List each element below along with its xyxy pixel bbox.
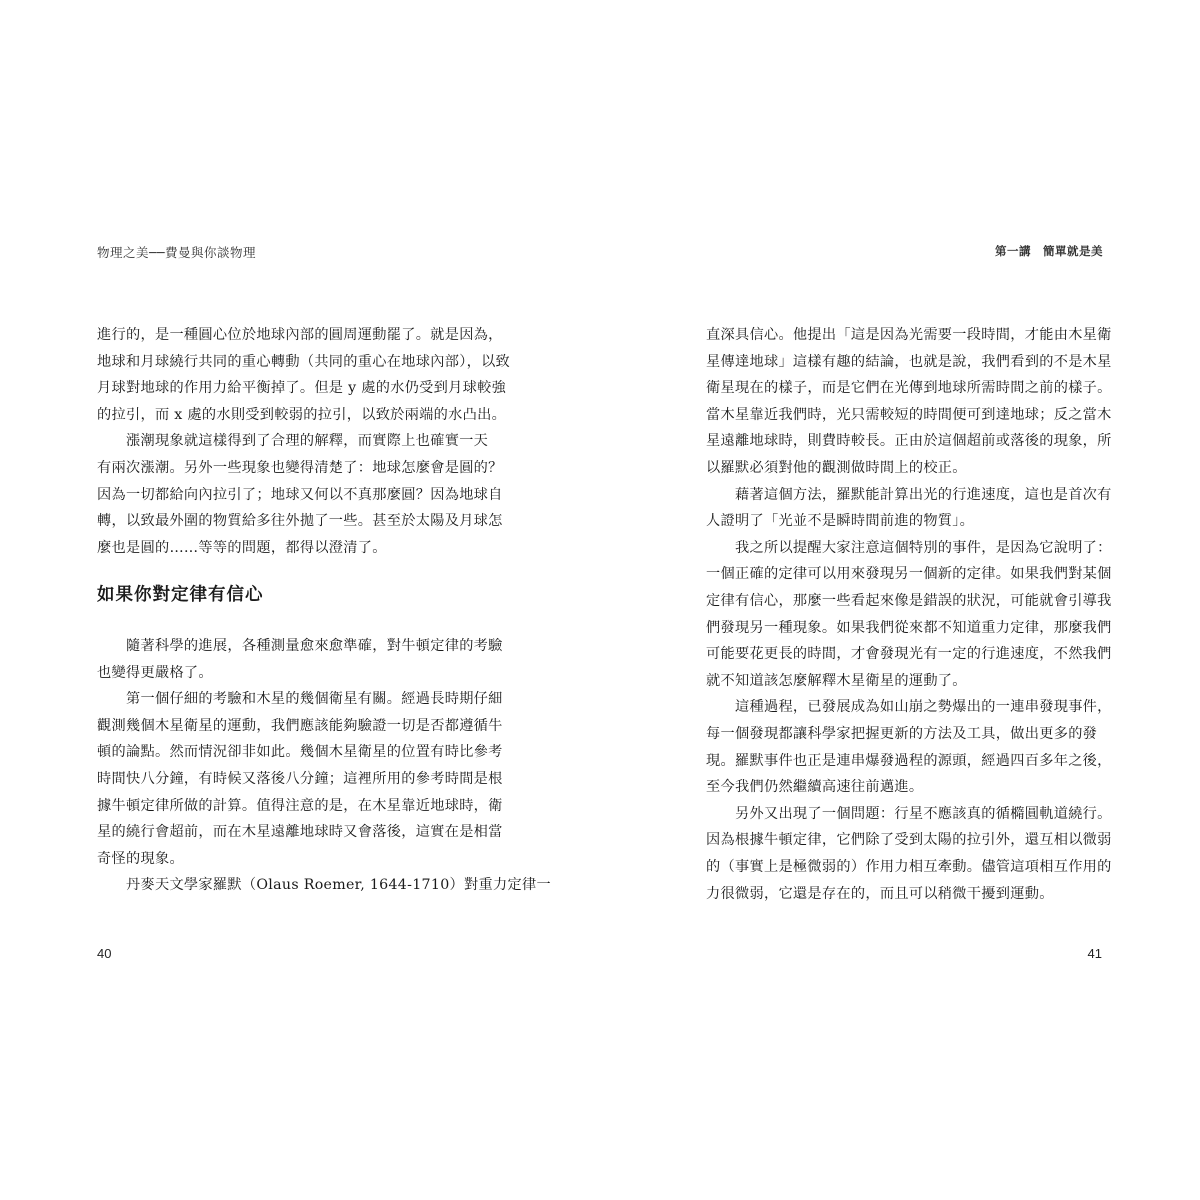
text-line: 漲潮現象就這樣得到了合理的解釋，而實際上也確實一天	[97, 433, 489, 450]
text-line: 這種過程，已發展成為如山崩之勢爆出的一連串發現事件，	[706, 699, 1112, 716]
section-heading: 如果你對定律有信心	[97, 585, 264, 605]
text-line: 麼也是圓的……等等的問題，都得以澄清了。	[97, 539, 387, 556]
text-line: 頓的論點。然而情況卻非如此。幾個木星衛星的位置有時比參考	[97, 744, 503, 761]
text-line: 就不知道該怎麼解釋木星衛星的運動了。	[706, 672, 967, 689]
text-line: 有兩次漲潮。另外一些現象也變得清楚了：地球怎麼會是圓的？	[97, 460, 503, 476]
text-line: 地球和月球繞行共同的重心轉動（共同的重心在地球內部），以致	[97, 353, 511, 370]
text-line: 隨著科學的進展，各種測量愈來愈準確，對牛頓定律的考驗	[97, 638, 503, 654]
text-line: 丹麥天文學家羅默（Olaus Roemer, 1644-1710）對重力定律一	[97, 877, 551, 894]
text-line: 力很微弱，它還是存在的，而且可以稍微干擾到運動。	[706, 885, 1054, 902]
page-number-left: 40	[97, 946, 112, 961]
text-line: 星的繞行會超前，而在木星遠離地球時又會落後，這實在是相當	[97, 824, 503, 841]
text-line: 的（事實上是極微弱的）作用力相互牽動。儘管這項相互作用的	[706, 859, 1112, 875]
text-line: 因為根據牛頓定律，它們除了受到太陽的拉引外，還互相以微弱	[706, 832, 1112, 849]
text-line: 第一個仔細的考驗和木星的幾個衛星有關。經過長時期仔細	[97, 691, 503, 708]
text-line: 現。羅默事件也正是連串爆發過程的源頭，經過四百多年之後，	[706, 752, 1112, 769]
text-line: 的拉引，而 x 處的水則受到較弱的拉引，以致於兩端的水凸出。	[97, 406, 507, 423]
running-head-book-title: 物理之美──費曼與你談物理	[97, 245, 257, 260]
text-line: 每一個發現都讓科學家把握更新的方法及工具，做出更多的發	[706, 726, 1098, 742]
right-page	[600, 0, 1200, 1200]
text-line: 直深具信心。他提出「這是因為光需要一段時間，才能由木星衛	[706, 327, 1112, 343]
text-line: 以羅默必須對他的觀測做時間上的校正。	[706, 460, 967, 476]
text-line: 衛星現在的樣子，而是它們在光傳到地球所需時間之前的樣子。	[706, 380, 1112, 397]
text-line: 一個正確的定律可以用來發現另一個新的定律。如果我們對某個	[706, 566, 1112, 583]
page-number-right: 41	[1087, 946, 1102, 961]
text-line: 也變得更嚴格了。	[97, 664, 213, 681]
text-line: 因為一切都給向內拉引了；地球又何以不真那麼圓？因為地球自	[97, 486, 503, 503]
text-line: 據牛頓定律所做的計算。值得注意的是，在木星靠近地球時，衛	[97, 797, 503, 814]
text-line: 奇怪的現象。	[97, 850, 184, 867]
text-line: 觀測幾個木星衛星的運動，我們應該能夠驗證一切是否都遵循牛	[97, 717, 503, 734]
text-line: 進行的，是一種圓心位於地球內部的圓周運動罷了。就是因為，	[97, 327, 503, 343]
text-line: 人證明了「光並不是瞬時間前進的物質」。	[706, 513, 975, 530]
text-line: 星遠離地球時，則費時較長。正由於這個超前或落後的現象，所	[706, 433, 1112, 450]
text-line: 時間快八分鐘，有時候又落後八分鐘；這裡所用的參考時間是根	[97, 771, 503, 787]
text-line: 轉，以致最外圍的物質給多往外拋了一些。甚至於太陽及月球怎	[97, 513, 503, 530]
text-line: 當木星靠近我們時，光只需較短的時間便可到達地球；反之當木	[706, 406, 1112, 423]
text-line: 們發現另一種現象。如果我們從來都不知道重力定律，那麼我們	[706, 619, 1112, 636]
text-line: 藉著這個方法，羅默能計算出光的行進速度，這也是首次有	[706, 486, 1112, 503]
text-line: 可能要花更長的時間，才會發現光有一定的行進速度，不然我們	[706, 646, 1112, 663]
text-line: 定律有信心，那麼一些看起來像是錯誤的狀況，可能就會引導我	[706, 593, 1112, 609]
running-head-chapter-title: 第一講 簡單就是美	[995, 244, 1103, 258]
text-line: 至今我們仍然繼續高速往前邁進。	[706, 779, 924, 796]
text-line: 星傳達地球」這樣有趣的結論，也就是說，我們看到的不是木星	[706, 353, 1112, 370]
text-line: 我之所以提醒大家注意這個特別的事件，是因為它說明了：	[706, 539, 1112, 556]
text-line: 另外又出現了一個問題：行星不應該真的循橢圓軌道繞行。	[706, 805, 1112, 822]
text-line: 月球對地球的作用力給平衡掉了。但是 y 處的水仍受到月球較強	[97, 380, 507, 397]
